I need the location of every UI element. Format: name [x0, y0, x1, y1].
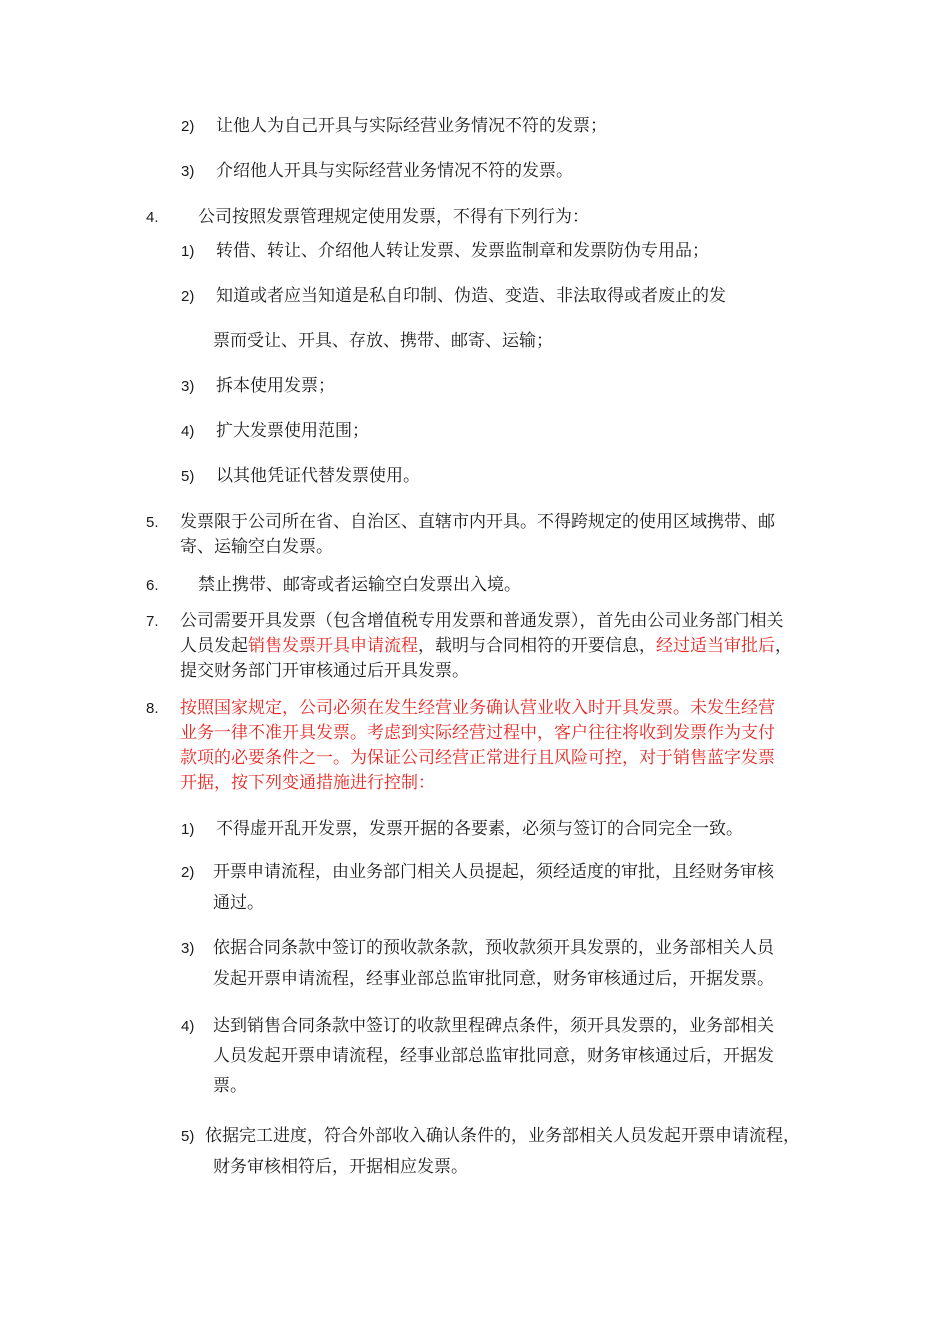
list-item-text: 介绍他人开具与实际经营业务情况不符的发票。: [216, 161, 573, 181]
list-item-text: 扩大发票使用范围；: [216, 421, 369, 441]
list-item-text: 让他人为自己开具与实际经营业务情况不符的发票；: [216, 116, 607, 136]
list-number: 1): [181, 243, 195, 260]
highlight-text: 按照国家规定，公司必须在发生经营业务确认营业收入时开具发票。未发生经营: [180, 698, 775, 718]
section-number: 6.: [146, 577, 159, 594]
section-number: 4.: [146, 209, 159, 226]
list-item-text: 依据完工进度，符合外部收入确认条件的，业务部相关人员发起开票申请流程，: [205, 1126, 800, 1146]
plain-text: ，载明与合同相符的开要信息，: [418, 636, 656, 656]
list-number: 1): [181, 821, 195, 838]
list-item-text: 通过。: [213, 893, 264, 913]
list-number: 3): [181, 940, 195, 957]
list-number: 5): [181, 468, 195, 485]
section-number: 5.: [146, 514, 159, 531]
list-item-text: 知道或者应当知道是私自印制、伪造、变造、非法取得或者废止的发: [216, 286, 726, 306]
list-item-text: 发起开票申请流程，经事业部总监审批同意，财务审核通过后，开据发票。: [213, 969, 774, 989]
list-number: 2): [181, 118, 195, 135]
list-item-text: 不得虚开乱开发票，发票开据的各要素，必须与签订的合同完全一致。: [216, 819, 743, 839]
list-item-text: 依据合同条款中签订的预收款条款，预收款须开具发票的，业务部相关人员: [213, 938, 774, 958]
list-item-text: 达到销售合同条款中签订的收款里程碑点条件，须开具发票的，业务部相关: [213, 1016, 774, 1036]
section-number: 8.: [146, 700, 159, 717]
section-text: 提交财务部门开审核通过后开具发票。: [180, 661, 469, 681]
section-text: 公司需要开具发票（包含增值税专用发票和普通发票），首先由公司业务部门相关: [180, 611, 784, 631]
list-number: 2): [181, 864, 195, 881]
list-number: 3): [181, 378, 195, 395]
list-item-text: 人员发起开票申请流程，经事业部总监审批同意，财务审核通过后，开据发: [213, 1046, 774, 1066]
section-text: 公司按照发票管理规定使用发票，不得有下列行为：: [198, 207, 589, 227]
section-number: 7.: [146, 613, 159, 630]
highlight-text: 经过适当审批后: [656, 636, 775, 656]
list-item-text: 票。: [213, 1076, 247, 1096]
list-number: 5): [181, 1128, 195, 1145]
list-number: 4): [181, 423, 195, 440]
list-item-text: 开票申请流程，由业务部门相关人员提起，须经适度的审批，且经财务审核: [213, 862, 774, 882]
highlight-text: 款项的必要条件之一。为保证公司经营正常进行且风险可控，对于销售蓝字发票: [180, 748, 775, 768]
section-text: 禁止携带、邮寄或者运输空白发票出入境。: [198, 575, 521, 595]
plain-text: ，: [775, 636, 792, 656]
list-item-text: 转借、转让、介绍他人转让发票、发票监制章和发票防伪专用品；: [216, 241, 709, 261]
list-number: 4): [181, 1018, 195, 1035]
highlight-text: 销售发票开具申请流程: [248, 636, 418, 656]
section-text: 寄、运输空白发票。: [180, 537, 333, 557]
highlight-text: 开据，按下列变通措施进行控制：: [180, 773, 435, 793]
list-item-text: 财务审核相符后，开据相应发票。: [213, 1157, 468, 1177]
highlight-text: 业务一律不准开具发票。考虑到实际经营过程中，客户往往将收到发票作为支付: [180, 723, 775, 743]
list-item-text: 拆本使用发票；: [216, 376, 335, 396]
section-text: [180, 635, 792, 657]
plain-text: 人员发起: [180, 636, 248, 656]
section-text: 发票限于公司所在省、自治区、直辖市内开具。不得跨规定的使用区域携带、邮: [180, 512, 775, 532]
list-number: 2): [181, 288, 195, 305]
list-item-text: 票而受让、开具、存放、携带、邮寄、运输；: [213, 331, 553, 351]
list-item-text: 以其他凭证代替发票使用。: [216, 466, 420, 486]
list-number: 3): [181, 163, 195, 180]
